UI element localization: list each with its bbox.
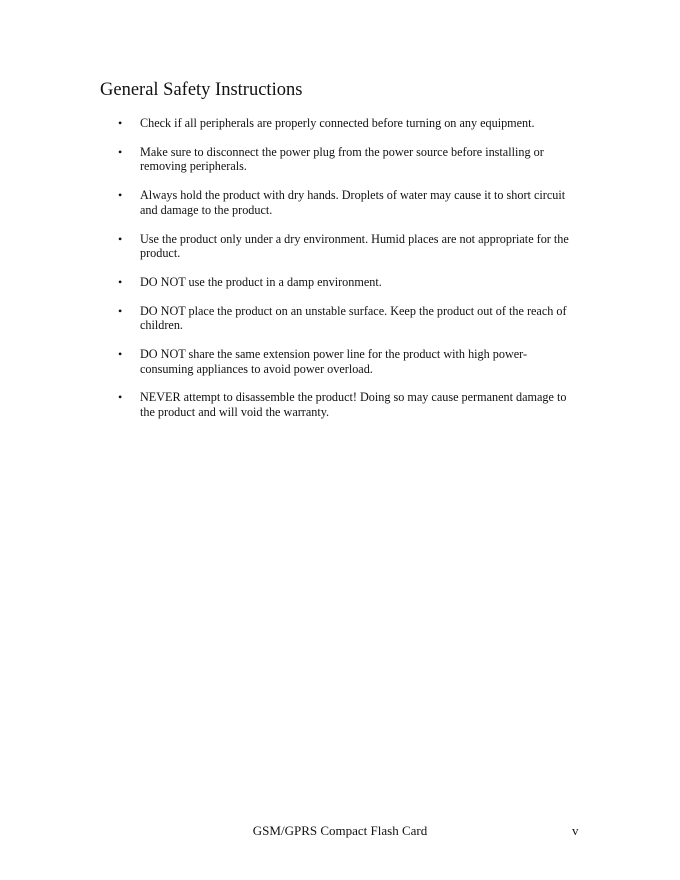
list-item <box>116 188 576 217</box>
list-item <box>116 275 576 290</box>
bullet-icon: • <box>118 144 123 159</box>
footer-title: GSM/GPRS Compact Flash Card <box>252 823 428 838</box>
list-item <box>116 390 576 419</box>
page-title: General Safety Instructions <box>100 80 303 100</box>
bullet-icon: • <box>118 188 123 203</box>
bullet-icon: • <box>118 231 123 246</box>
instruction-text: Check if all peripherals are properly connected before turning on any equipment. <box>140 116 535 130</box>
instruction-text: Always hold the product with dry hands. Droplets of water may cause it to short circuit and damage to the product. <box>140 188 566 217</box>
instruction-text: NEVER attempt to disassemble the product! Doing so may cause permanent damage to the product and will void the warranty. <box>140 390 567 420</box>
list-item <box>116 116 576 131</box>
bullet-icon: • <box>118 274 123 289</box>
list-item <box>116 304 576 333</box>
instruction-text: DO NOT use the product in a damp environment. <box>140 274 382 289</box>
instruction-text: Make sure to disconnect the power plug from the power source before installing or removing peripherals. <box>140 144 544 174</box>
list-item <box>116 145 576 174</box>
list-item <box>116 347 576 376</box>
instruction-text: DO NOT place the product on an unstable surface. Keep the product out of the reach of children. <box>140 303 567 333</box>
list-item <box>116 232 576 261</box>
instruction-text: Use the product only under a dry environment. Humid places are not appropriate for the product. <box>140 231 569 261</box>
bullet-icon: • <box>118 347 123 362</box>
bullet-icon: • <box>118 116 123 130</box>
bullet-icon: • <box>118 303 123 318</box>
instruction-text: DO NOT share the same extension power line for the product with high power-consuming appliances to avoid power overload. <box>140 347 528 376</box>
bullet-icon: • <box>118 390 123 405</box>
page-number: v <box>572 823 579 838</box>
safety-instructions-list <box>116 116 576 434</box>
